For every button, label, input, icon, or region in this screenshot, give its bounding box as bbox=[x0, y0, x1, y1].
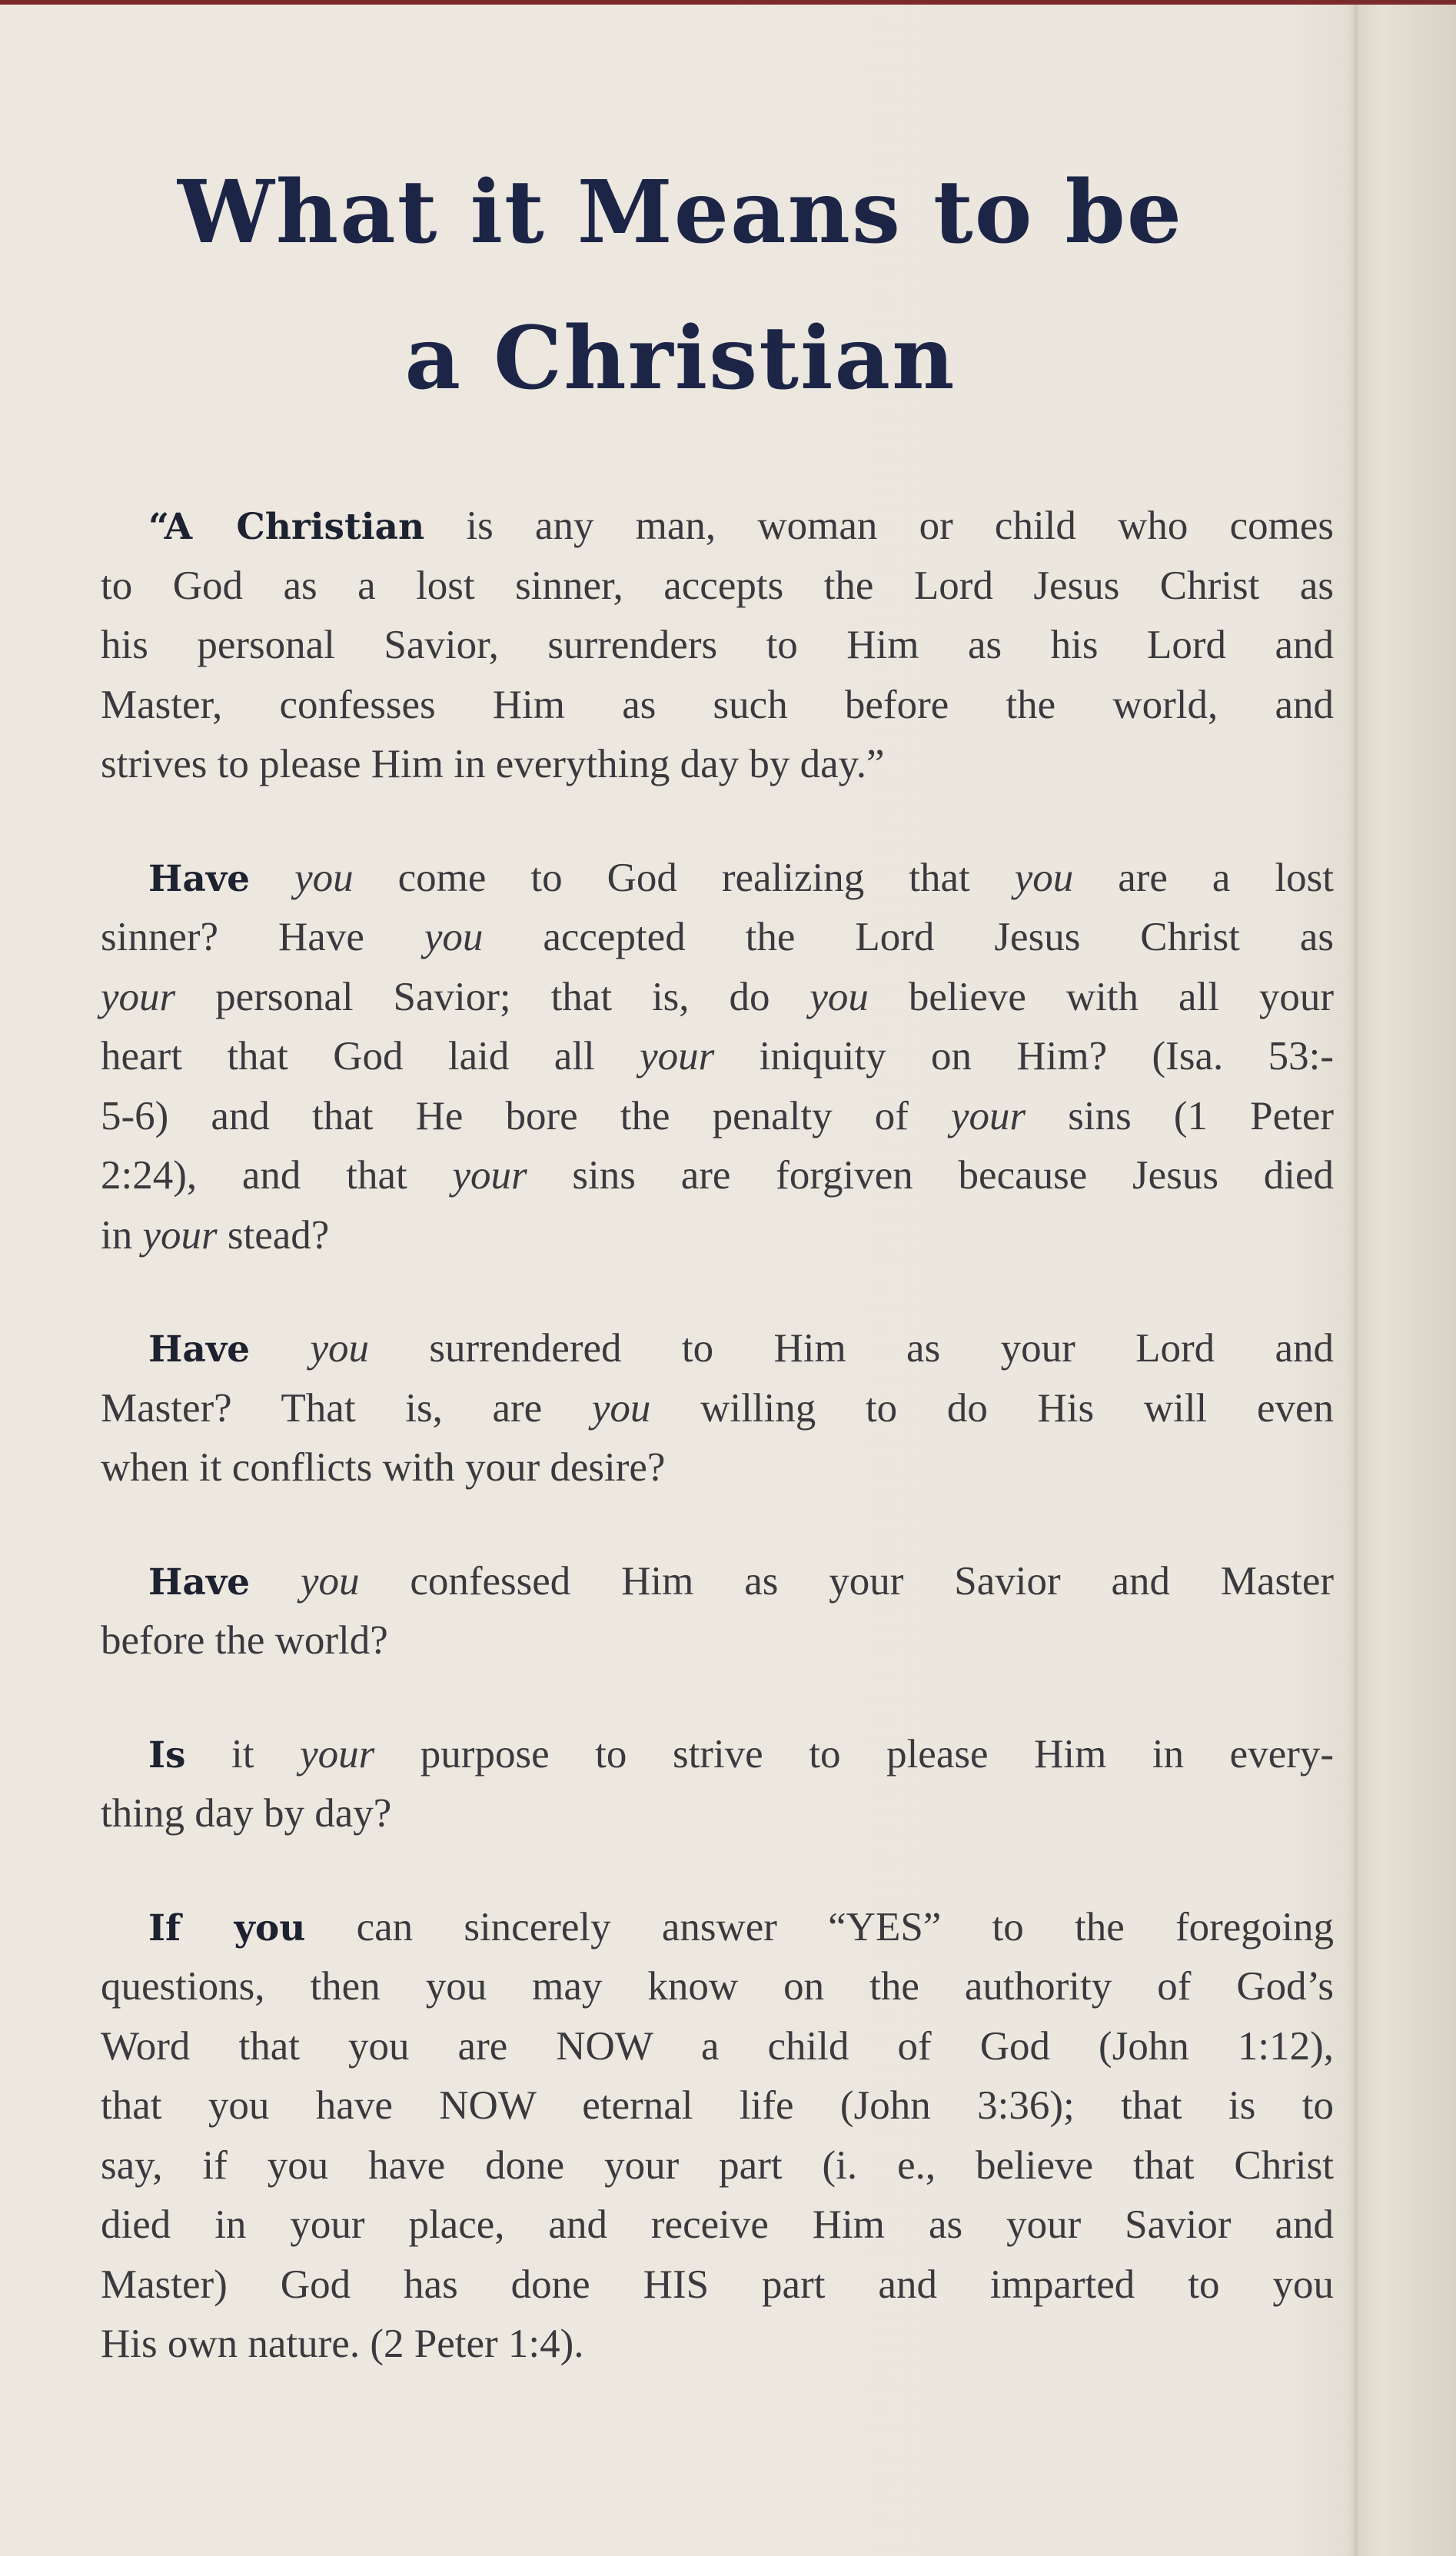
text-run: heart that God laid all bbox=[101, 1034, 640, 1079]
text-line bbox=[101, 2255, 1334, 2315]
text-line bbox=[101, 968, 1334, 1028]
text-line bbox=[101, 2136, 1334, 2196]
text-run: that you have NOW eternal life (John 3:36); that is to bbox=[101, 2083, 1334, 2128]
text-line bbox=[101, 2315, 1334, 2375]
blackletter-lead-word: Is bbox=[148, 1733, 186, 1777]
text-run: believe with all your bbox=[868, 974, 1334, 1019]
text-line bbox=[101, 1552, 1334, 1612]
text-run: Master? That is, are bbox=[101, 1385, 592, 1431]
text-line bbox=[101, 1206, 1334, 1266]
italic-emphasis: your bbox=[300, 1731, 375, 1777]
text-line bbox=[101, 849, 1334, 909]
text-line bbox=[101, 2076, 1334, 2136]
text-run: died in your place, and receive Him as your Savior and bbox=[101, 2202, 1334, 2247]
text-line bbox=[101, 1087, 1334, 1147]
paragraph bbox=[101, 497, 1334, 795]
text-run bbox=[250, 1559, 301, 1604]
text-line bbox=[101, 676, 1334, 736]
body-text bbox=[101, 497, 1334, 2428]
text-line bbox=[101, 497, 1334, 557]
text-line bbox=[101, 2195, 1334, 2255]
blackletter-lead-word: If you bbox=[148, 1906, 306, 1949]
text-run: to God as a lost sinner, accepts the Lord Jesus Christ as bbox=[101, 563, 1334, 608]
text-run: willing to do His will even bbox=[650, 1385, 1334, 1431]
text-line bbox=[101, 1027, 1334, 1087]
blackletter-lead-word: Have bbox=[148, 1561, 251, 1604]
text-run: it bbox=[185, 1731, 301, 1777]
text-run: Master, confesses Him as such before the world, and bbox=[101, 682, 1334, 727]
italic-emphasis: your bbox=[101, 974, 176, 1019]
text-run: before the world? bbox=[101, 1618, 388, 1663]
blackletter-lead-word: Have bbox=[148, 857, 251, 900]
text-run bbox=[250, 1326, 310, 1371]
text-line bbox=[101, 2017, 1334, 2077]
paragraph bbox=[101, 1552, 1334, 1671]
text-run: questions, then you may know on the authority of God’s bbox=[101, 1964, 1334, 2009]
text-run: say, if you have done your part (i. e., believe that Christ bbox=[101, 2142, 1334, 2188]
text-run: surrendered to Him as your Lord and bbox=[368, 1326, 1334, 1371]
printed-page bbox=[0, 5, 1456, 2556]
text-run: Master) God has done HIS part and imparted to you bbox=[101, 2262, 1334, 2307]
text-run: thing day by day? bbox=[101, 1791, 392, 1836]
text-run: sinner? Have bbox=[101, 915, 424, 959]
text-line bbox=[101, 1379, 1334, 1439]
text-run: stead? bbox=[217, 1212, 330, 1258]
italic-emphasis: your bbox=[142, 1212, 218, 1258]
text-run: can sincerely answer “YES” to the foregoing bbox=[305, 1904, 1334, 1949]
text-line bbox=[101, 908, 1334, 968]
blackletter-lead-word: Have bbox=[148, 1328, 251, 1371]
text-run: iniquity on Him? (Isa. 53:- bbox=[714, 1034, 1334, 1079]
text-line bbox=[101, 1146, 1334, 1206]
text-line bbox=[101, 616, 1334, 676]
text-run: is any man, woman or child who comes bbox=[424, 504, 1334, 548]
title-line-1: What it Means to be bbox=[177, 162, 1184, 263]
text-run: are a lost bbox=[1073, 855, 1335, 900]
blackletter-lead-word: “A Christian bbox=[148, 506, 425, 548]
italic-emphasis: your bbox=[452, 1153, 527, 1198]
italic-emphasis: you bbox=[809, 974, 869, 1019]
text-run: accepted the Lord Jesus Christ as bbox=[483, 915, 1335, 959]
text-line bbox=[101, 1898, 1334, 1958]
text-run: in bbox=[101, 1212, 143, 1258]
title-line-2: a Christian bbox=[404, 308, 956, 409]
italic-emphasis: you bbox=[424, 915, 484, 959]
paragraph bbox=[101, 1898, 1334, 2375]
text-run: Word that you are NOW a child of God (John 1:12), bbox=[101, 2023, 1334, 2069]
text-run: sins (1 Peter bbox=[1026, 1093, 1334, 1138]
text-run: purpose to strive to please Him in every- bbox=[374, 1731, 1335, 1777]
text-run bbox=[250, 856, 294, 900]
italic-emphasis: your bbox=[951, 1093, 1026, 1138]
text-run: confessed Him as your Savior and Master bbox=[359, 1558, 1334, 1604]
text-line bbox=[101, 1319, 1334, 1379]
text-run: his personal Savior, surrenders to Him as his Lord and bbox=[101, 623, 1334, 667]
paragraph bbox=[101, 1319, 1334, 1498]
text-run: 5-6) and that He bore the penalty of bbox=[101, 1093, 951, 1138]
text-line bbox=[101, 735, 1334, 795]
text-line bbox=[101, 1957, 1334, 2017]
text-run: when it conflicts with your desire? bbox=[101, 1445, 666, 1490]
text-run: 2:24), and that bbox=[101, 1153, 453, 1198]
text-line bbox=[101, 1784, 1334, 1844]
paragraph bbox=[101, 1725, 1334, 1844]
text-run: personal Savior; that is, do bbox=[175, 974, 810, 1019]
italic-emphasis: you bbox=[1014, 855, 1074, 900]
text-line bbox=[101, 1438, 1334, 1498]
text-run: sins are forgiven because Jesus died bbox=[527, 1153, 1334, 1198]
paragraph bbox=[101, 849, 1334, 1266]
text-line bbox=[101, 1611, 1334, 1671]
italic-emphasis: you bbox=[310, 1326, 369, 1371]
italic-emphasis: you bbox=[300, 1558, 360, 1604]
text-line bbox=[101, 557, 1334, 617]
text-run: His own nature. (2 Peter 1:4). bbox=[101, 2322, 584, 2366]
italic-emphasis: you bbox=[294, 855, 354, 900]
italic-emphasis: your bbox=[640, 1034, 715, 1079]
text-run: come to God realizing that bbox=[353, 855, 1015, 900]
italic-emphasis: you bbox=[591, 1385, 651, 1431]
text-line bbox=[101, 1725, 1334, 1785]
text-run: strives to please Him in everything day by day.” bbox=[101, 742, 885, 786]
